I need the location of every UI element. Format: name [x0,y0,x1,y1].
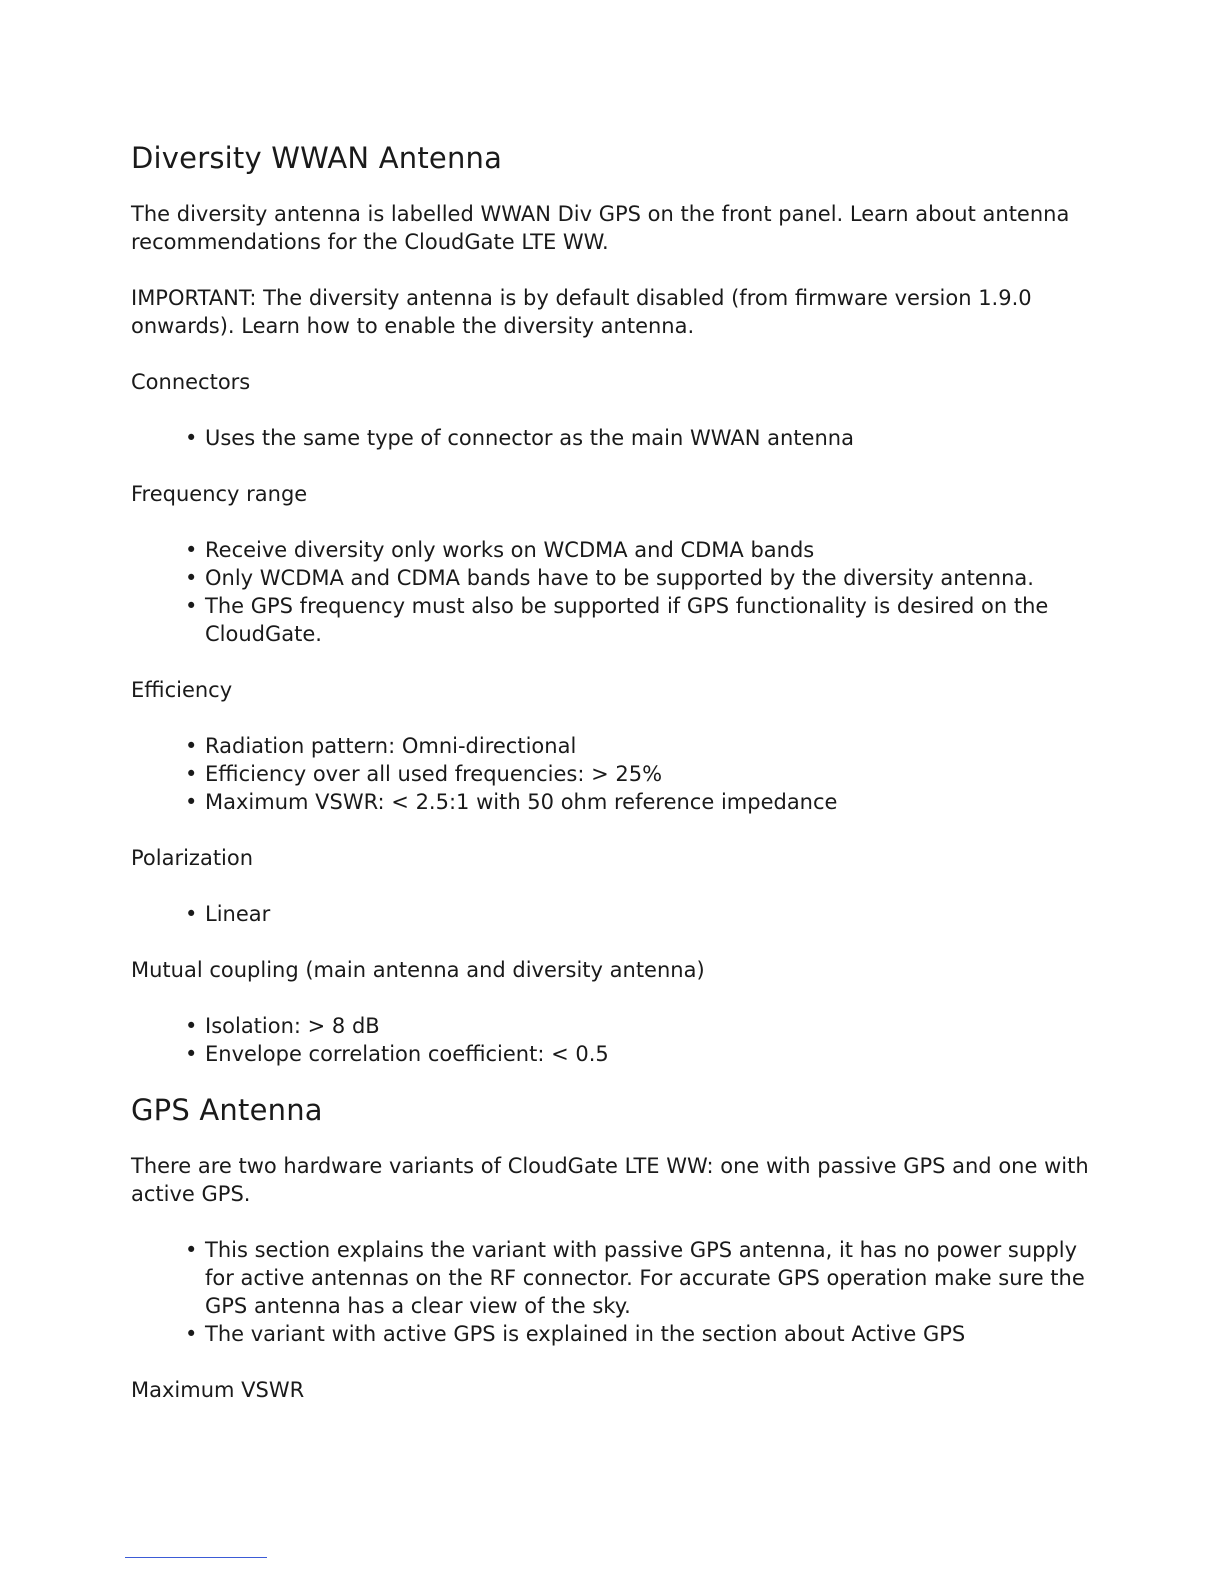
gps-variant-list [131,1236,1091,1348]
section-title-diversity: Diversity WWAN Antenna [131,141,503,175]
list-item: • Envelope correlation coefficient: < 0.5 [185,1042,609,1066]
connectors-list [131,424,1091,452]
frequency-range-label: Frequency range [131,482,308,506]
bullet-icon: • [185,790,198,814]
list-item: • Only WCDMA and CDMA bands have to be supported by the diversity antenna. [185,566,1034,590]
bullet-icon: • [185,762,198,786]
footnote-divider [125,1557,267,1558]
bullet-icon: • [185,566,198,590]
bullet-icon: • [185,902,198,926]
maximum-vswr-label: Maximum VSWR [131,1378,305,1402]
list-item: • Maximum VSWR: < 2.5:1 with 50 ohm reference impedance [185,790,838,814]
document-page [131,140,1091,1432]
efficiency-list [131,732,1091,816]
polarization-list [131,900,1091,928]
bullet-icon: • [185,734,198,758]
bullet-icon: • [185,426,198,450]
connectors-label: Connectors [131,370,251,394]
list-item: • Isolation: > 8 dB [185,1014,380,1038]
frequency-range-list [131,536,1091,648]
list-item: • The GPS frequency must also be supported if GPS functionality is desired on the CloudGate. [185,594,1049,646]
list-item: • The variant with active GPS is explained in the section about Active GPS [185,1322,966,1346]
bullet-icon: • [185,1042,198,1066]
diversity-intro-paragraph: The diversity antenna is labelled WWAN Div GPS on the front panel. Learn about antenna recommendations for the CloudGate LTE WW. [131,202,1070,254]
list-item: • Linear [185,902,271,926]
list-item: • Uses the same type of connector as the main WWAN antenna [185,426,854,450]
diversity-important-paragraph: IMPORTANT: The diversity antenna is by default disabled (from firmware version 1.9.0 onwards). Learn how to enable the diversity antenna. [131,286,1032,338]
bullet-icon: • [185,1322,198,1346]
efficiency-label: Efficiency [131,678,233,702]
list-item: • This section explains the variant with passive GPS antenna, it has no power supply for active antennas on the RF connector. For accurate GPS operation make sure the GPS antenna has a clear view of the sky. [185,1238,1085,1318]
section-title-gps: GPS Antenna [131,1093,323,1127]
bullet-icon: • [185,1238,198,1262]
mutual-coupling-label: Mutual coupling (main antenna and diversity antenna) [131,958,705,982]
mutual-coupling-list [131,1012,1091,1068]
bullet-icon: • [185,594,198,618]
list-item: • Radiation pattern: Omni-directional [185,734,577,758]
bullet-icon: • [185,538,198,562]
gps-intro-paragraph: There are two hardware variants of CloudGate LTE WW: one with passive GPS and one with active GPS. [131,1154,1089,1206]
bullet-icon: • [185,1014,198,1038]
polarization-label: Polarization [131,846,254,870]
list-item: • Efficiency over all used frequencies: > 25% [185,762,663,786]
list-item: • Receive diversity only works on WCDMA and CDMA bands [185,538,815,562]
